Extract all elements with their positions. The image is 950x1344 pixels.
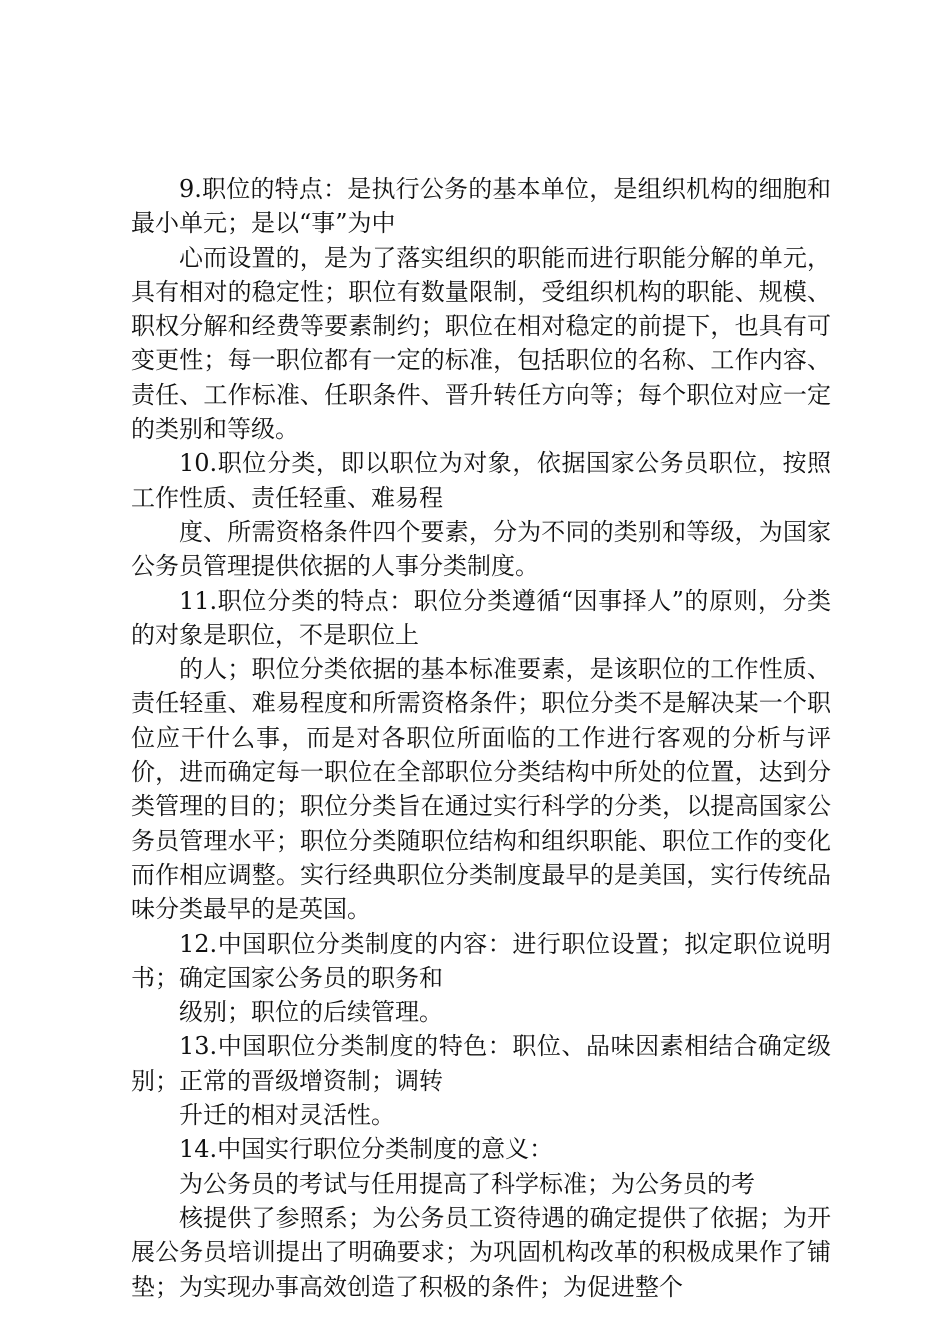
paragraph-12-start: 12.中国职位分类制度的内容：进行职位设置；拟定职位说明书；确定国家公务员的职务和 (131, 929, 831, 992)
paragraph-14-start: 为公务员的考试与任用提高了科学标准；为公务员的考 (179, 1169, 755, 1198)
paragraph-11-start: 11.职位分类的特点：职位分类遵循“因事择人”的原则，分类的对象是职位，不是职位上 (131, 586, 831, 649)
paragraph-9-start: 9.职位的特点：是执行公务的基本单位，是组织机构的细胞和最小单元；是以“事”为中 (131, 175, 831, 238)
paragraph-12-cont: 级别；职位的后续管理。 (179, 998, 443, 1027)
paragraph-13-start: 13.中国职位分类制度的特色：职位、品味因素相结合确定级别；正常的晋级增资制；调转 (131, 1032, 831, 1095)
paragraph-9-cont: 心而设置的，是为了落实组织的职能而进行职能分解的单元，具有相对的稳定性；职位有数量限制，受组织机构的职能、规模、职权分解和经费等要素制约；职位在相对稳定的前提下，也具有可变更性；每一职位都有一定的标准，包括职位的名称、工作内容、责任、工作标准、任职条件、晋升转任方向等；每个职位对应一定的类别和等级。 (131, 243, 831, 444)
paragraph-11-cont: 的人；职位分类依据的基本标准要素，是该职位的工作性质、责任轻重、难易程度和所需资格条件；职位分类不是解决某一个职位应干什么事，而是对各职位所面临的工作进行客观的分析与评价，进而确定每一职位在全部职位分类结构中所处的位置，达到分类管理的目的；职位分类旨在通过实行科学的分类，以提高国家公务员管理水平；职位分类随职位结构和组织职能、职位工作的变化而作相应调整。实行经典职位分类制度最早的是美国，实行传统品味分类最早的是英国。 (131, 655, 831, 924)
paragraph-14-heading: 14.中国实行职位分类制度的意义： (179, 1135, 554, 1164)
paragraph-14-cont: 核提供了参照系；为公务员工资待遇的确定提供了依据；为开展公务员培训提出了明确要求；为巩固机构改革的积极成果作了铺垫；为实现办事高效创造了积极的条件；为促进整个 (131, 1203, 831, 1301)
paragraph-10-cont: 度、所需资格条件四个要素，分为不同的类别和等级，为国家公务员管理提供依据的人事分类制度。 (131, 517, 831, 581)
paragraph-10-start: 10.职位分类，即以职位为对象，依据国家公务员职位，按照工作性质、责任轻重、难易程 (131, 449, 831, 512)
document-body (131, 172, 831, 1304)
paragraph-13-cont: 升迁的相对灵活性。 (179, 1101, 395, 1130)
